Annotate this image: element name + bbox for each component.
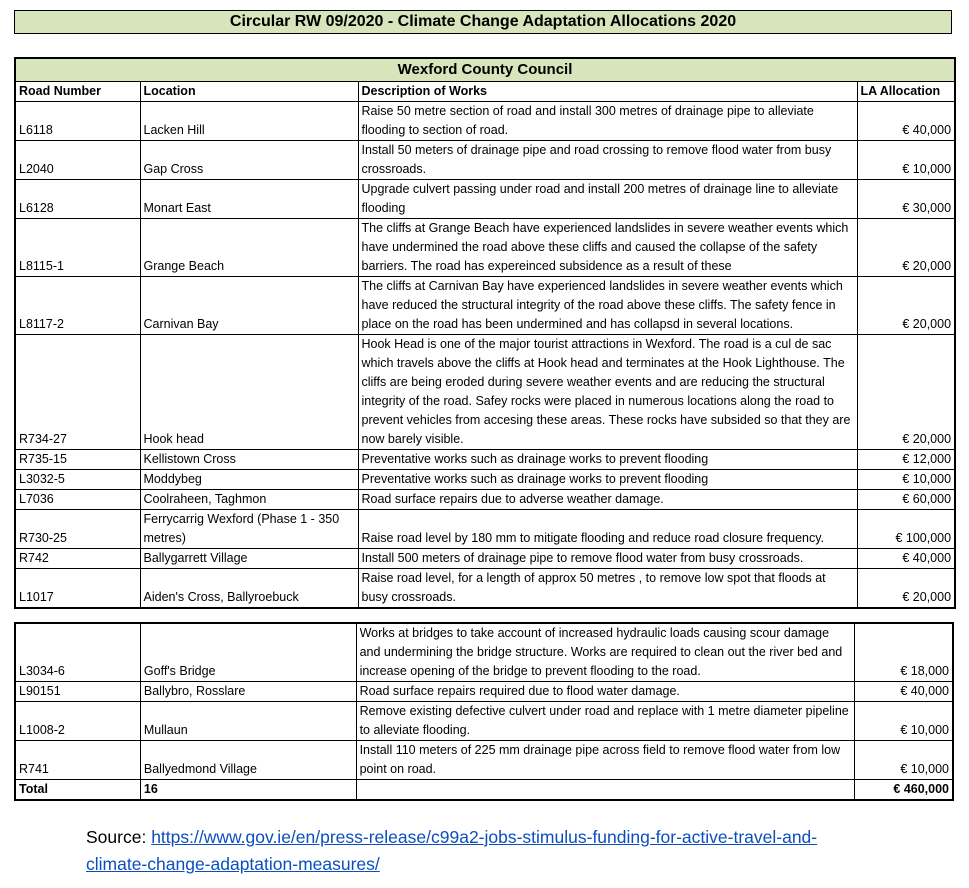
location-cell: Goff's Bridge [140, 623, 356, 682]
table-row [15, 490, 955, 510]
allocation-cell: € 10,000 [855, 702, 953, 741]
source-note [86, 824, 846, 878]
total-count: 16 [140, 780, 356, 801]
allocation-cell: € 40,000 [857, 102, 955, 141]
location-cell: Mullaun [140, 702, 356, 741]
road-number-cell: R734-27 [15, 335, 140, 450]
source-link[interactable]: https://www.gov.ie/en/press-release/c99a2-jobs-stimulus-funding-for-active-travel-and-climate-change-adaptation-measures/ [86, 827, 818, 874]
council-header-row [15, 58, 955, 82]
table-row [15, 741, 953, 780]
allocation-cell: € 40,000 [857, 549, 955, 569]
total-label: Total [15, 780, 140, 801]
description-cell: Road surface repairs required due to flood water damage. [356, 682, 855, 702]
total-row [15, 780, 953, 801]
road-number-cell: L7036 [15, 490, 140, 510]
column-header-row [15, 82, 955, 102]
table-row [15, 702, 953, 741]
table-row [15, 180, 955, 219]
allocation-cell: € 20,000 [857, 219, 955, 277]
table-row [15, 510, 955, 549]
col-header-road: Road Number [15, 82, 140, 102]
location-cell: Ballygarrett Village [140, 549, 358, 569]
table-row [15, 549, 955, 569]
road-number-cell: R735-15 [15, 450, 140, 470]
allocations-table-continued [14, 622, 954, 801]
road-number-cell: L90151 [15, 682, 140, 702]
allocation-cell: € 100,000 [857, 510, 955, 549]
allocation-cell: € 40,000 [855, 682, 953, 702]
table-row [15, 335, 955, 450]
document-title: Circular RW 09/2020 - Climate Change Adaptation Allocations 2020 [14, 10, 952, 34]
location-cell: Coolraheen, Taghmon [140, 490, 358, 510]
source-label: Source: [86, 827, 152, 847]
allocation-cell: € 10,000 [855, 741, 953, 780]
description-cell: Raise 50 metre section of road and install 300 metres of drainage pipe to alleviate flooding to section of road. [358, 102, 857, 141]
description-cell: Raise road level by 180 mm to mitigate flooding and reduce road closure frequency. [358, 510, 857, 549]
table-row [15, 569, 955, 609]
allocation-cell: € 10,000 [857, 141, 955, 180]
table-row [15, 623, 953, 682]
description-cell: Remove existing defective culvert under road and replace with 1 metre diameter pipeline to alleviate flooding. [356, 702, 855, 741]
total-description [356, 780, 855, 801]
road-number-cell: L8115-1 [15, 219, 140, 277]
description-cell: Install 50 meters of drainage pipe and road crossing to remove flood water from busy crossroads. [358, 141, 857, 180]
location-cell: Ballybro, Rosslare [140, 682, 356, 702]
description-cell: Works at bridges to take account of increased hydraulic loads causing scour damage and undermining the bridge structure. Works are required to clean out the river bed and increase opening of the bridge to prevent flooding to the road. [356, 623, 855, 682]
location-cell: Aiden's Cross, Ballyroebuck [140, 569, 358, 609]
allocation-cell: € 30,000 [857, 180, 955, 219]
allocation-cell: € 10,000 [857, 470, 955, 490]
allocation-cell: € 20,000 [857, 335, 955, 450]
location-cell: Kellistown Cross [140, 450, 358, 470]
road-number-cell: L6128 [15, 180, 140, 219]
location-cell: Gap Cross [140, 141, 358, 180]
allocation-cell: € 18,000 [855, 623, 953, 682]
description-cell: Preventative works such as drainage works to prevent flooding [358, 450, 857, 470]
road-number-cell: L3034-6 [15, 623, 140, 682]
allocation-cell: € 60,000 [857, 490, 955, 510]
description-cell: The cliffs at Grange Beach have experienced landslides in severe weather events which have undermined the road above these cliffs and caused the collapse of the safety barriers. The road has expereinced subsidence as a result of these [358, 219, 857, 277]
col-header-allocation: LA Allocation [857, 82, 955, 102]
description-cell: Upgrade culvert passing under road and install 200 metres of drainage line to alleviate flooding [358, 180, 857, 219]
road-number-cell: L8117-2 [15, 277, 140, 335]
road-number-cell: L1008-2 [15, 702, 140, 741]
council-name: Wexford County Council [15, 58, 955, 82]
table-row [15, 450, 955, 470]
location-cell: Monart East [140, 180, 358, 219]
road-number-cell: L3032-5 [15, 470, 140, 490]
description-cell: Hook Head is one of the major tourist attractions in Wexford. The road is a cul de sac which travels above the cliffs at Hook head and terminates at the Hook Lighthouse. The cliffs are being eroded during severe weather events and are reducing the structural integrity of the road. Safey rocks were placed in numerous locations along the road to prevent vehicles from accesing these areas. These rocks have subsided so that they are now barely visible. [358, 335, 857, 450]
road-number-cell: L1017 [15, 569, 140, 609]
location-cell: Moddybeg [140, 470, 358, 490]
description-cell: Install 500 meters of drainage pipe to remove flood water from busy crossroads. [358, 549, 857, 569]
description-cell: Install 110 meters of 225 mm drainage pipe across field to remove flood water from low point on road. [356, 741, 855, 780]
location-cell: Hook head [140, 335, 358, 450]
allocation-cell: € 20,000 [857, 569, 955, 609]
description-cell: Raise road level, for a length of approx 50 metres , to remove low spot that floods at busy crossroads. [358, 569, 857, 609]
table-row [15, 470, 955, 490]
location-cell: Ballyedmond Village [140, 741, 356, 780]
table-row [15, 141, 955, 180]
table-row [15, 277, 955, 335]
table-row [15, 102, 955, 141]
road-number-cell: R730-25 [15, 510, 140, 549]
road-number-cell: L6118 [15, 102, 140, 141]
col-header-description: Description of Works [358, 82, 857, 102]
road-number-cell: R741 [15, 741, 140, 780]
location-cell: Carnivan Bay [140, 277, 358, 335]
description-cell: Road surface repairs due to adverse weather damage. [358, 490, 857, 510]
location-cell: Ferrycarrig Wexford (Phase 1 - 350 metres) [140, 510, 358, 549]
col-header-location: Location [140, 82, 358, 102]
allocation-cell: € 20,000 [857, 277, 955, 335]
total-amount: € 460,000 [855, 780, 953, 801]
allocations-table [14, 57, 956, 609]
location-cell: Grange Beach [140, 219, 358, 277]
table-row [15, 682, 953, 702]
table-row [15, 219, 955, 277]
description-cell: Preventative works such as drainage works to prevent flooding [358, 470, 857, 490]
description-cell: The cliffs at Carnivan Bay have experienced landslides in severe weather events which have reduced the structural integrity of the road above these cliffs. The safety fence in place on the road has been undermined and has collapsd in several locations. [358, 277, 857, 335]
location-cell: Lacken Hill [140, 102, 358, 141]
allocation-cell: € 12,000 [857, 450, 955, 470]
road-number-cell: R742 [15, 549, 140, 569]
road-number-cell: L2040 [15, 141, 140, 180]
